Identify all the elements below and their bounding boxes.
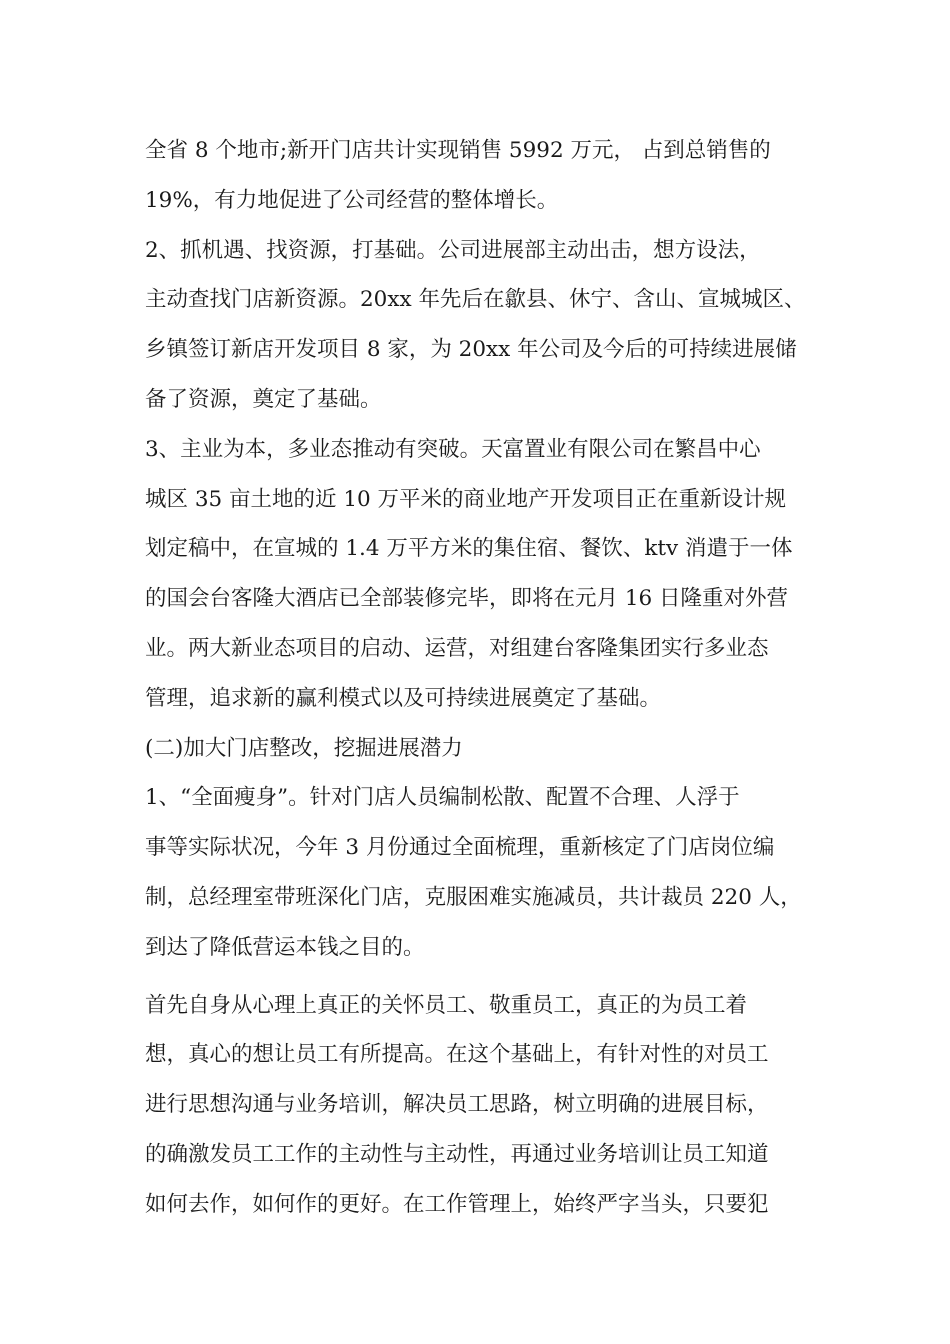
section-heading: (二)加大门店整改，挖掘进展潜力: [145, 735, 463, 761]
text-line: 1、“全面瘦身”。针对门店人员编制松散、配置不合理、人浮于: [145, 785, 740, 811]
text-line: 制，总经理室带班深化门店，克服困难实施减员，共计裁员 220 人，: [145, 884, 802, 910]
text-line: 业。两大新业态项目的启动、运营，对组建台客隆集团实行多业态: [145, 635, 769, 661]
text-line: 进行思想沟通与业务培训，解决员工思路，树立明确的进展目标，: [145, 1092, 769, 1118]
text-line: 事等实际状况，今年 3 月份通过全面梳理，重新核定了门店岗位编: [145, 835, 775, 861]
text-line: 19%，有力地促进了公司经营的整体增长。: [145, 187, 559, 213]
text-line: 如何去作，如何作的更好。在工作管理上，始终严字当头，只要犯: [145, 1191, 769, 1217]
text-line: 想，真心的想让员工有所提高。在这个基础上，有针对性的对员工: [145, 1042, 769, 1068]
text-line: 全省 8 个地市;新开门店共计实现销售 5992 万元， 占到总销售的: [145, 138, 771, 163]
text-line: 管理，追求新的赢利模式以及可持续进展奠定了基础。: [145, 685, 662, 711]
text-line: 2、抓机遇、找资源，打基础。公司进展部主动出击，想方设法，: [145, 237, 761, 263]
text-line: 的国会台客隆大酒店已全部装修完毕，即将在元月 16 日隆重对外营: [145, 586, 789, 612]
text-line: 主动查找门店新资源。20xx 年先后在歙县、休宁、含山、宣城城区、: [145, 287, 806, 313]
text-line: 的确激发员工工作的主动性与主动性，再通过业务培训让员工知道: [145, 1141, 769, 1167]
text-line: 城区 35 亩土地的近 10 万平米的商业地产开发项目正在重新设计规: [145, 486, 787, 512]
document-body: [145, 130, 815, 1234]
text-line: 划定稿中，在宣城的 1.4 万平方米的集住宿、餐饮、ktv 消遣于一体: [145, 536, 793, 562]
text-line: 首先自身从心理上真正的关怀员工、敬重员工，真正的为员工着: [145, 992, 748, 1018]
text-line: 乡镇签订新店开发项目 8 家，为 20xx 年公司及今后的可持续进展储: [145, 337, 797, 363]
text-line: 备了资源，奠定了基础。: [145, 386, 382, 412]
text-line: 到达了降低营运本钱之目的。: [145, 934, 425, 960]
paragraph-gap: [145, 977, 815, 985]
text-line: 3、主业为本，多业态推动有突破。天富置业有限公司在繁昌中心: [145, 436, 761, 462]
